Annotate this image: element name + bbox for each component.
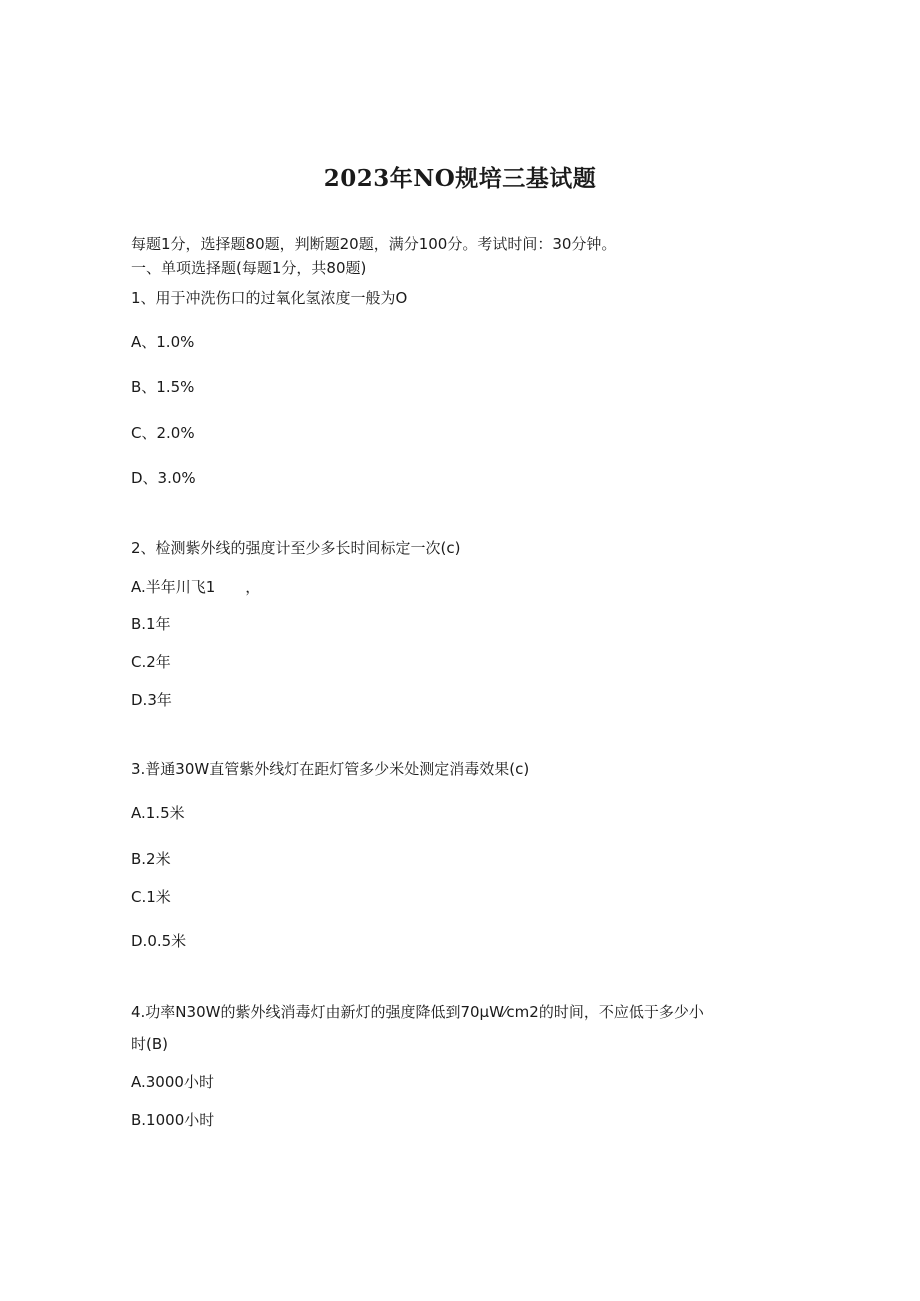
section-heading: 一、单项选择题(每题1分，共80题) [131, 259, 367, 277]
question-3-option-c: C.1米 [131, 888, 171, 906]
question-4-option-a: A.3000小时 [131, 1073, 214, 1091]
question-3-option-d: D.0.5米 [131, 932, 187, 950]
question-4-stem: 4.功率N30W的紫外线消毒灯由新灯的强度降低到70μW⁄cm2的时间，不应低于多少小 [131, 1003, 704, 1021]
question-2-option-d: D.3年 [131, 691, 172, 709]
question-3-stem: 3.普通30W直管紫外线灯在距灯管多少米处测定消毒效果(c) [131, 760, 530, 778]
question-4-option-b: B.1000小时 [131, 1111, 215, 1129]
question-4-stem-continued: 时(B) [131, 1035, 168, 1053]
question-3-option-b: B.2米 [131, 850, 171, 868]
document-title: 2023年NO规培三基试题 [323, 165, 597, 192]
question-1-stem: 1、用于冲洗伤口的过氧化氢浓度一般为O [131, 289, 408, 307]
question-1-option-c: C、2.0% [131, 424, 195, 442]
question-1-option-a: A、1.0% [131, 333, 195, 351]
question-1-option-d: D、3.0% [131, 469, 196, 487]
question-2-option-a: A.半年川飞1 ， [131, 578, 261, 596]
question-2-option-c: C.2年 [131, 653, 171, 671]
question-2-stem: 2、检测紫外线的强度计至少多长时间标定一次(c) [131, 539, 461, 557]
exam-instructions: 每题1分，选择题80题，判断题20题，满分100分。考试时间：30分钟。 [131, 235, 617, 253]
question-2-option-b: B.1年 [131, 615, 171, 633]
question-3-option-a: A.1.5米 [131, 804, 185, 822]
question-1-option-b: B、1.5% [131, 378, 195, 396]
